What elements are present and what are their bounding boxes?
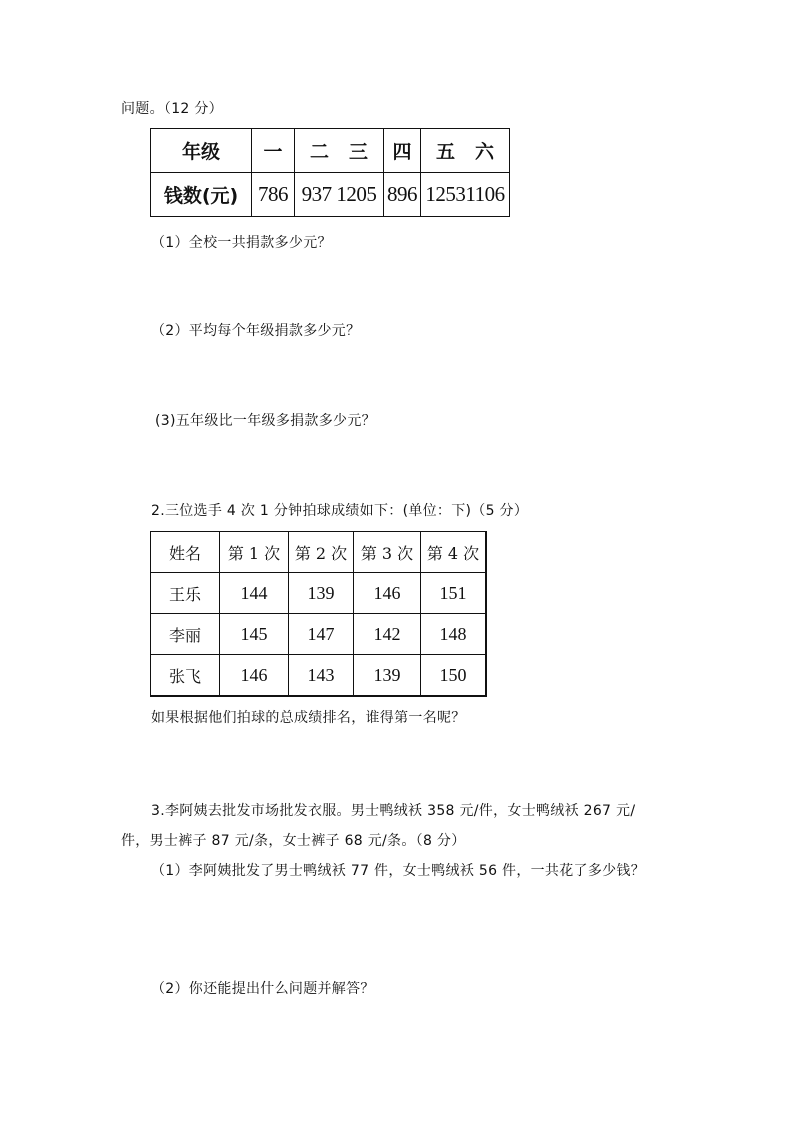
grade-5-label: 五 <box>435 141 455 163</box>
table-header-cell: 年级 <box>151 129 252 173</box>
table-row <box>151 573 487 614</box>
table-cell: 144 <box>220 573 289 614</box>
table-header-cell <box>295 129 384 173</box>
question-3-line-2: 件，男士裤子 87 元/条，女士裤子 68 元/条。（8 分） <box>121 833 466 849</box>
table-header-cell: 第 2 次 <box>289 532 354 573</box>
question-3-line-1: 3.李阿姨去批发市场批发衣服。男士鸭绒袄 358 元/件，女士鸭绒袄 267 元/ <box>151 803 636 819</box>
table-row <box>151 129 510 173</box>
question-1-2: （2）平均每个年级捐款多少元？ <box>151 323 361 339</box>
question-2-title: 2.三位选手 4 次 1 分钟拍球成绩如下：(单位：下)（5 分） <box>151 503 529 519</box>
question-3-2: （2）你还能提出什么问题并解答？ <box>151 981 375 997</box>
table-row-label: 钱数(元) <box>151 173 252 217</box>
table-cell: 786 <box>252 173 295 217</box>
question-1-3: (3)五年级比一年级多捐款多少元？ <box>155 413 376 429</box>
table-header-cell: 一 <box>252 129 295 173</box>
table-header-cell: 第 3 次 <box>354 532 421 573</box>
table-cell: 147 <box>289 614 354 655</box>
table-cell: 146 <box>354 573 421 614</box>
grade-2-label: 二 <box>309 141 329 163</box>
table-cell: 139 <box>289 573 354 614</box>
intro-line: 问题。（12 分） <box>121 101 223 117</box>
grade-3-label: 三 <box>349 141 369 163</box>
table-cell: 150 <box>421 655 487 697</box>
question-1-1: （1）全校一共捐款多少元？ <box>151 235 332 251</box>
player-name: 张飞 <box>151 655 220 697</box>
table-header-cell: 第 4 次 <box>421 532 487 573</box>
table-cell: 896 <box>384 173 421 217</box>
table-row <box>151 655 487 697</box>
question-2-text: 如果根据他们拍球的总成绩排名，谁得第一名呢？ <box>151 710 466 726</box>
table-cell: 145 <box>220 614 289 655</box>
table-row <box>151 173 510 217</box>
table-header-cell: 第 1 次 <box>220 532 289 573</box>
table-row <box>151 532 487 573</box>
table-cell: 148 <box>421 614 487 655</box>
donation-table <box>150 128 510 217</box>
table-header-cell: 姓名 <box>151 532 220 573</box>
player-name: 李丽 <box>151 614 220 655</box>
table-row <box>151 614 487 655</box>
table-cell: 146 <box>220 655 289 697</box>
table-cell: 143 <box>289 655 354 697</box>
table-cell: 937 1205 <box>295 173 384 217</box>
table-cell: 142 <box>354 614 421 655</box>
table-header-cell <box>421 129 510 173</box>
table-header-cell: 四 <box>384 129 421 173</box>
table-cell: 12531106 <box>421 173 510 217</box>
table-cell: 151 <box>421 573 487 614</box>
player-name: 王乐 <box>151 573 220 614</box>
grade-6-label: 六 <box>475 141 495 163</box>
table-cell: 139 <box>354 655 421 697</box>
score-table <box>150 531 487 697</box>
question-3-1: （1）李阿姨批发了男士鸭绒袄 77 件，女士鸭绒袄 56 件，一共花了多少钱？ <box>151 863 646 879</box>
